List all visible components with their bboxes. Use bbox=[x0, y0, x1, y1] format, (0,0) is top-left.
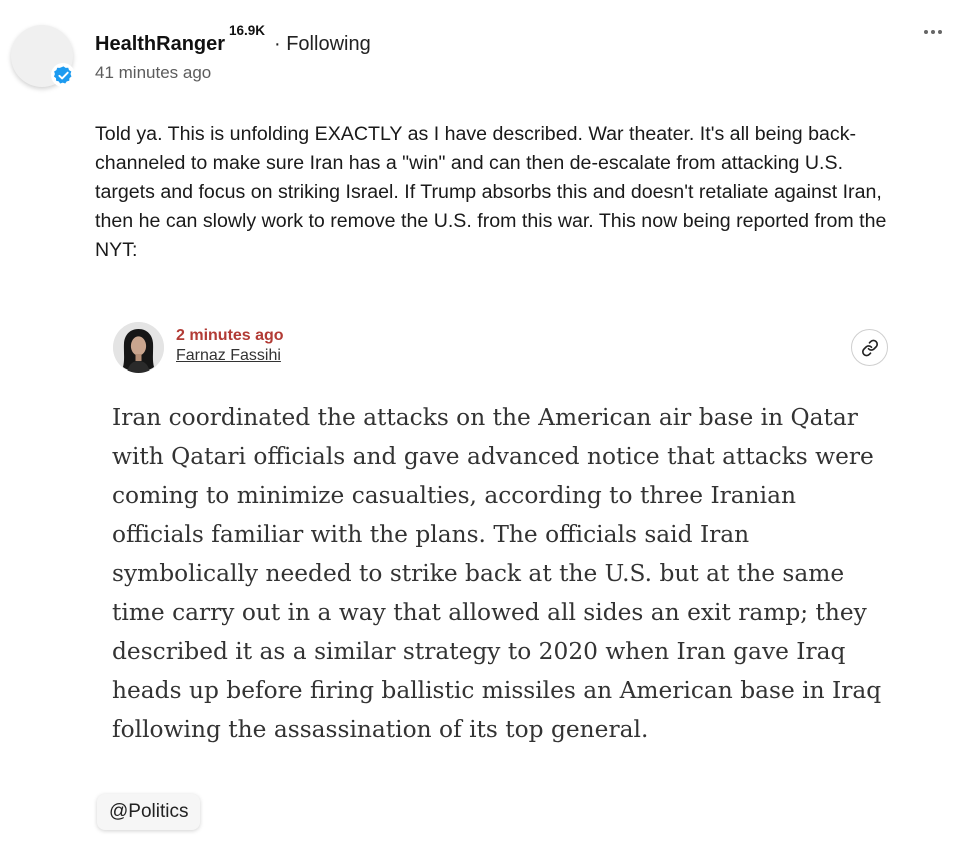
username[interactable]: HealthRanger bbox=[95, 33, 226, 55]
post-timestamp: 41 minutes ago bbox=[95, 63, 212, 82]
following-button[interactable]: · Following bbox=[274, 33, 371, 55]
embed-author-avatar bbox=[113, 322, 164, 373]
follower-count: 16.9K bbox=[229, 23, 266, 38]
dot bbox=[924, 30, 929, 35]
link-icon[interactable] bbox=[851, 329, 888, 366]
post-body: Told ya. This is unfolding EXACTLY as I have described. War theater. It's all being back-channeled to make sure Iran has a "win" and can then de-escalate from attacking U.S. targets and focus on striking Israel. If Trump absorbs this and doesn't retaliate against Iran, then he can slowly work to remove the U.S. from this war. This now being reported from the NYT: bbox=[95, 123, 887, 261]
dot bbox=[931, 30, 936, 35]
embed-author-link[interactable]: Farnaz Fassihi bbox=[176, 347, 281, 364]
verified-check-icon bbox=[51, 63, 75, 87]
politics-tag[interactable]: @Politics bbox=[97, 794, 200, 830]
embed-timestamp: 2 minutes ago bbox=[176, 327, 284, 344]
more-options-icon[interactable] bbox=[920, 22, 946, 42]
embed-quote-text: Iran coordinated the attacks on the American air base in Qatar with Qatari officials and gave advanced notice that attacks were coming to minimize casualties, according to three Iranian officials familiar with the plans. The officials said Iran symbolically needed to strike back at the U.S. but at the same time carry out in a way that allowed all sides an exit ramp; they described it as a similar strategy to 2020 when Iran gave Iraq heads up before firing ballistic missiles an American base in Iraq following the assassination of its top general. bbox=[112, 404, 882, 743]
dot bbox=[938, 30, 943, 35]
